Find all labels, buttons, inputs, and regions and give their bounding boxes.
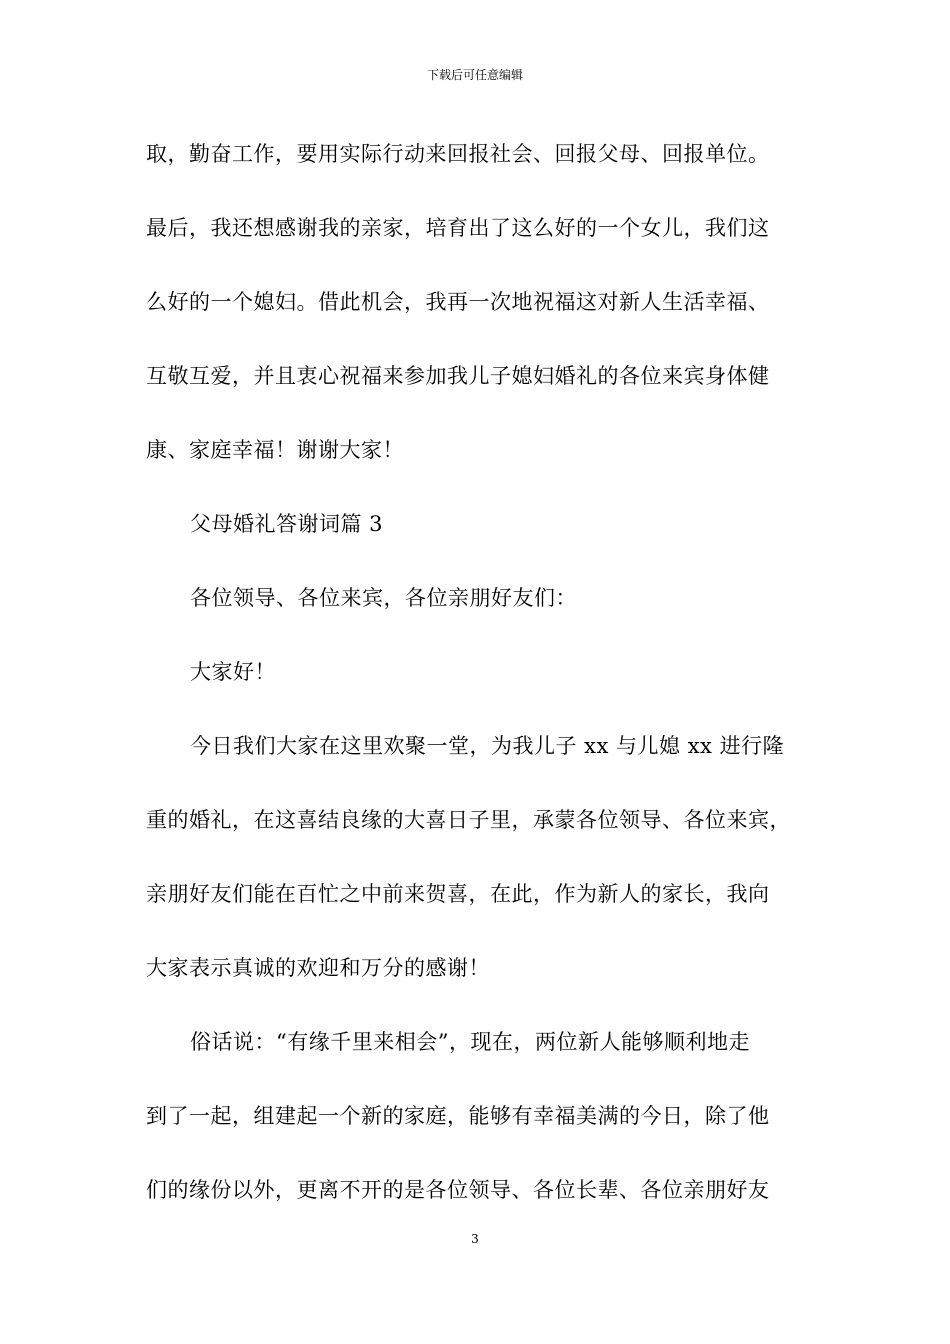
- paragraph-line: 最后，我还想感谢我的亲家，培育出了这么好的一个女儿，我们这: [146, 216, 770, 240]
- paragraph-line: 俗话说：“有缘千里来相会”，现在，两位新人能够顺利地走: [190, 1030, 750, 1054]
- paragraph-line: 么好的一个媳妇。借此机会，我再一次地祝福这对新人生活幸福、: [146, 290, 770, 314]
- section-heading: 父母婚礼答谢词篇 3: [190, 512, 384, 536]
- paragraph-line: 重的婚礼，在这喜结良缘的大喜日子里，承蒙各位领导、各位来宾，: [146, 808, 791, 832]
- paragraph-line: 康、家庭幸福！谢谢大家！: [146, 438, 404, 462]
- paragraph-line: 们的缘份以外，更离不开的是各位领导、各位长辈、各位亲朋好友: [146, 1178, 770, 1202]
- paragraph-line: 互敬互爱，并且衷心祝福来参加我儿子媳妇婚礼的各位来宾身体健: [146, 364, 770, 388]
- paragraph-line: 取，勤奋工作，要用实际行动来回报社会、回报父母、回报单位。: [146, 142, 770, 166]
- page-number: 3: [471, 1232, 479, 1246]
- paragraph-line: 大家表示真诚的欢迎和万分的感谢！: [146, 956, 490, 980]
- paragraph-line: 今日我们大家在这里欢聚一堂，为我儿子 xx 与儿媳 xx 进行隆: [190, 734, 785, 758]
- greeting-line: 大家好！: [190, 660, 276, 684]
- page-header: 下载后可任意编辑: [426, 68, 523, 82]
- salutation-line: 各位领导、各位来宾，各位亲朋好友们：: [190, 586, 577, 610]
- body-text: [146, 134, 810, 1244]
- paragraph-line: 亲朋好友们能在百忙之中前来贺喜，在此，作为新人的家长，我向: [146, 882, 770, 906]
- paragraph-line: 到了一起，组建起一个新的家庭，能够有幸福美满的今日，除了他: [146, 1104, 770, 1128]
